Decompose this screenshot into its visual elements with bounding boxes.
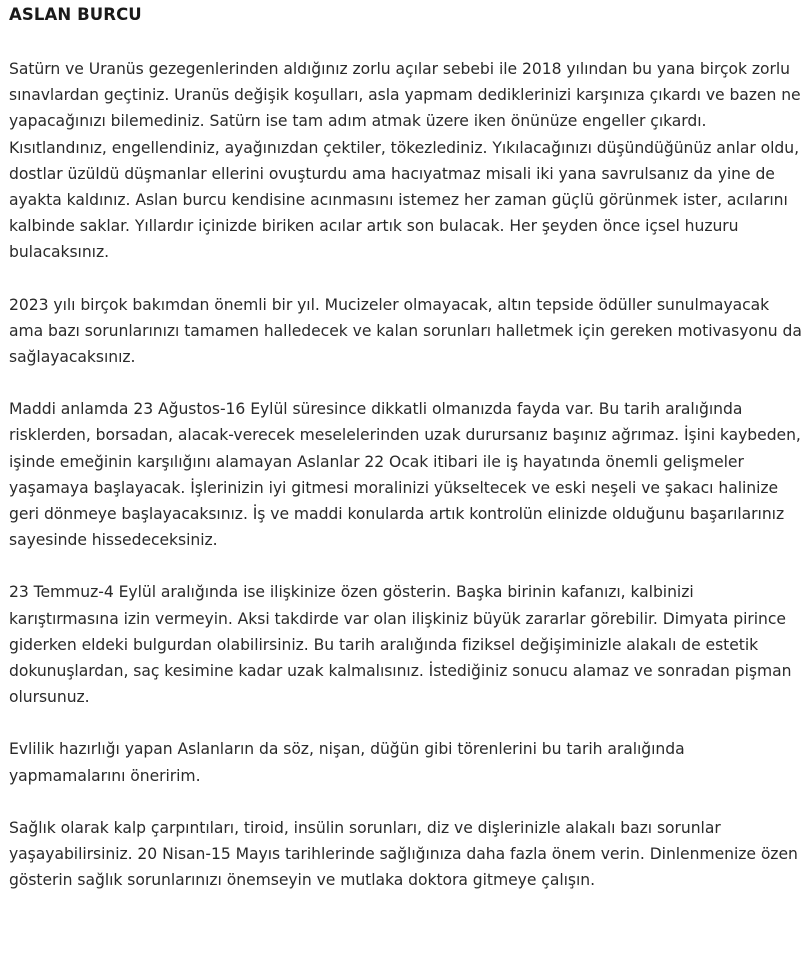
article-title: ASLAN BURCU bbox=[9, 5, 142, 24]
paragraph-intro: Satürn ve Uranüs gezegenlerinden aldığınız zorlu açılar sebebi ile 2018 yılından bu yana birçok zorlu sınavlardan geçtiniz. Uranüs değişik koşulları, asla yapmam dediklerinizi karşınıza çıkardı ve bazen ne yapacağınızı bilemediniz. Satürn ise tam adım atmak üzere iken önünüze engeller çıkardı. Kısıtlandınız, engellendiniz, ayağınızdan çektiler, tökezlediniz. Yıkılacağınızı düşündüğünüz anlar oldu, dostlar üzüldü düşmanlar ellerini ovuşturdu ama hacıyatmaz misali iki yana savrulsanız da yine de ayakta kaldınız. Aslan burcu kendisine acınmasını istemez her zaman güçlü görünmek ister, acılarını kalbinde saklar. Yıllardır içinizde biriken acılar artık son bulacak. Her şeyden önce içsel huzuru bulacaksınız. bbox=[9, 60, 801, 262]
paragraph-relationships: 23 Temmuz-4 Eylül aralığında ise ilişkinize özen gösterin. Başka birinin kafanızı, kalbinizi karıştırmasına izin vermeyin. Aksi takdirde var olan ilişkiniz büyük zararlar görebilir. Dimyata pirince giderken eldeki bulgurdan olabilirsiniz. Bu tarih aralığında fiziksel değişiminizle alakalı de estetik dokunuşlardan, saç kesimine kadar uzak kalmalısınız. İstediğiniz sonucu alamaz ve sonradan pişman olursunuz. bbox=[9, 583, 792, 707]
paragraph-2023-overview: 2023 yılı birçok bakımdan önemli bir yıl. Mucizeler olmayacak, altın tepside ödüller sunulmayacak ama bazı sorunlarınızı tamamen halledecek ve kalan sorunları halletmek için gereken motivasyonu da sağlayacaksınız. bbox=[9, 295, 802, 367]
article bbox=[9, 0, 803, 893]
paragraph-marriage: Evlilik hazırlığı yapan Aslanların da söz, nişan, düğün gibi törenlerini bu tarih aralığında yapmamalarını öneririm. bbox=[9, 740, 685, 785]
paragraph-finance: Maddi anlamda 23 Ağustos-16 Eylül süresince dikkatli olmanızda fayda var. Bu tarih aralığında risklerden, borsadan, alacak-verecek meselelerinden uzak durursanız başınız ağrımaz. İşini kaybeden, işinde emeğinin karşılığını alamayan Aslanlar 22 Ocak itibari ile iş hayatında önemli gelişmeler yaşamaya başlayacak. İşlerinizin iyi gitmesi moralinizi yükseltecek ve eski neşeli ve şakacı halinize geri dönmeye başlayacaksınız. İş ve maddi konularda artık kontrolün elinizde olduğunu başarılarınız sayesinde hissedeceksiniz. bbox=[9, 400, 801, 550]
paragraph-health: Sağlık olarak kalp çarpıntıları, tiroid, insülin sorunları, diz ve dişlerinizle alakalı bazı sorunlar yaşayabilirsiniz. 20 Nisan-15 Mayıs tarihlerinde sağlığınıza daha fazla önem verin. Dinlenmenize özen gösterin sağlık sorunlarınızı önemseyin ve mutlaka doktora gitmeye çalışın. bbox=[9, 818, 798, 890]
